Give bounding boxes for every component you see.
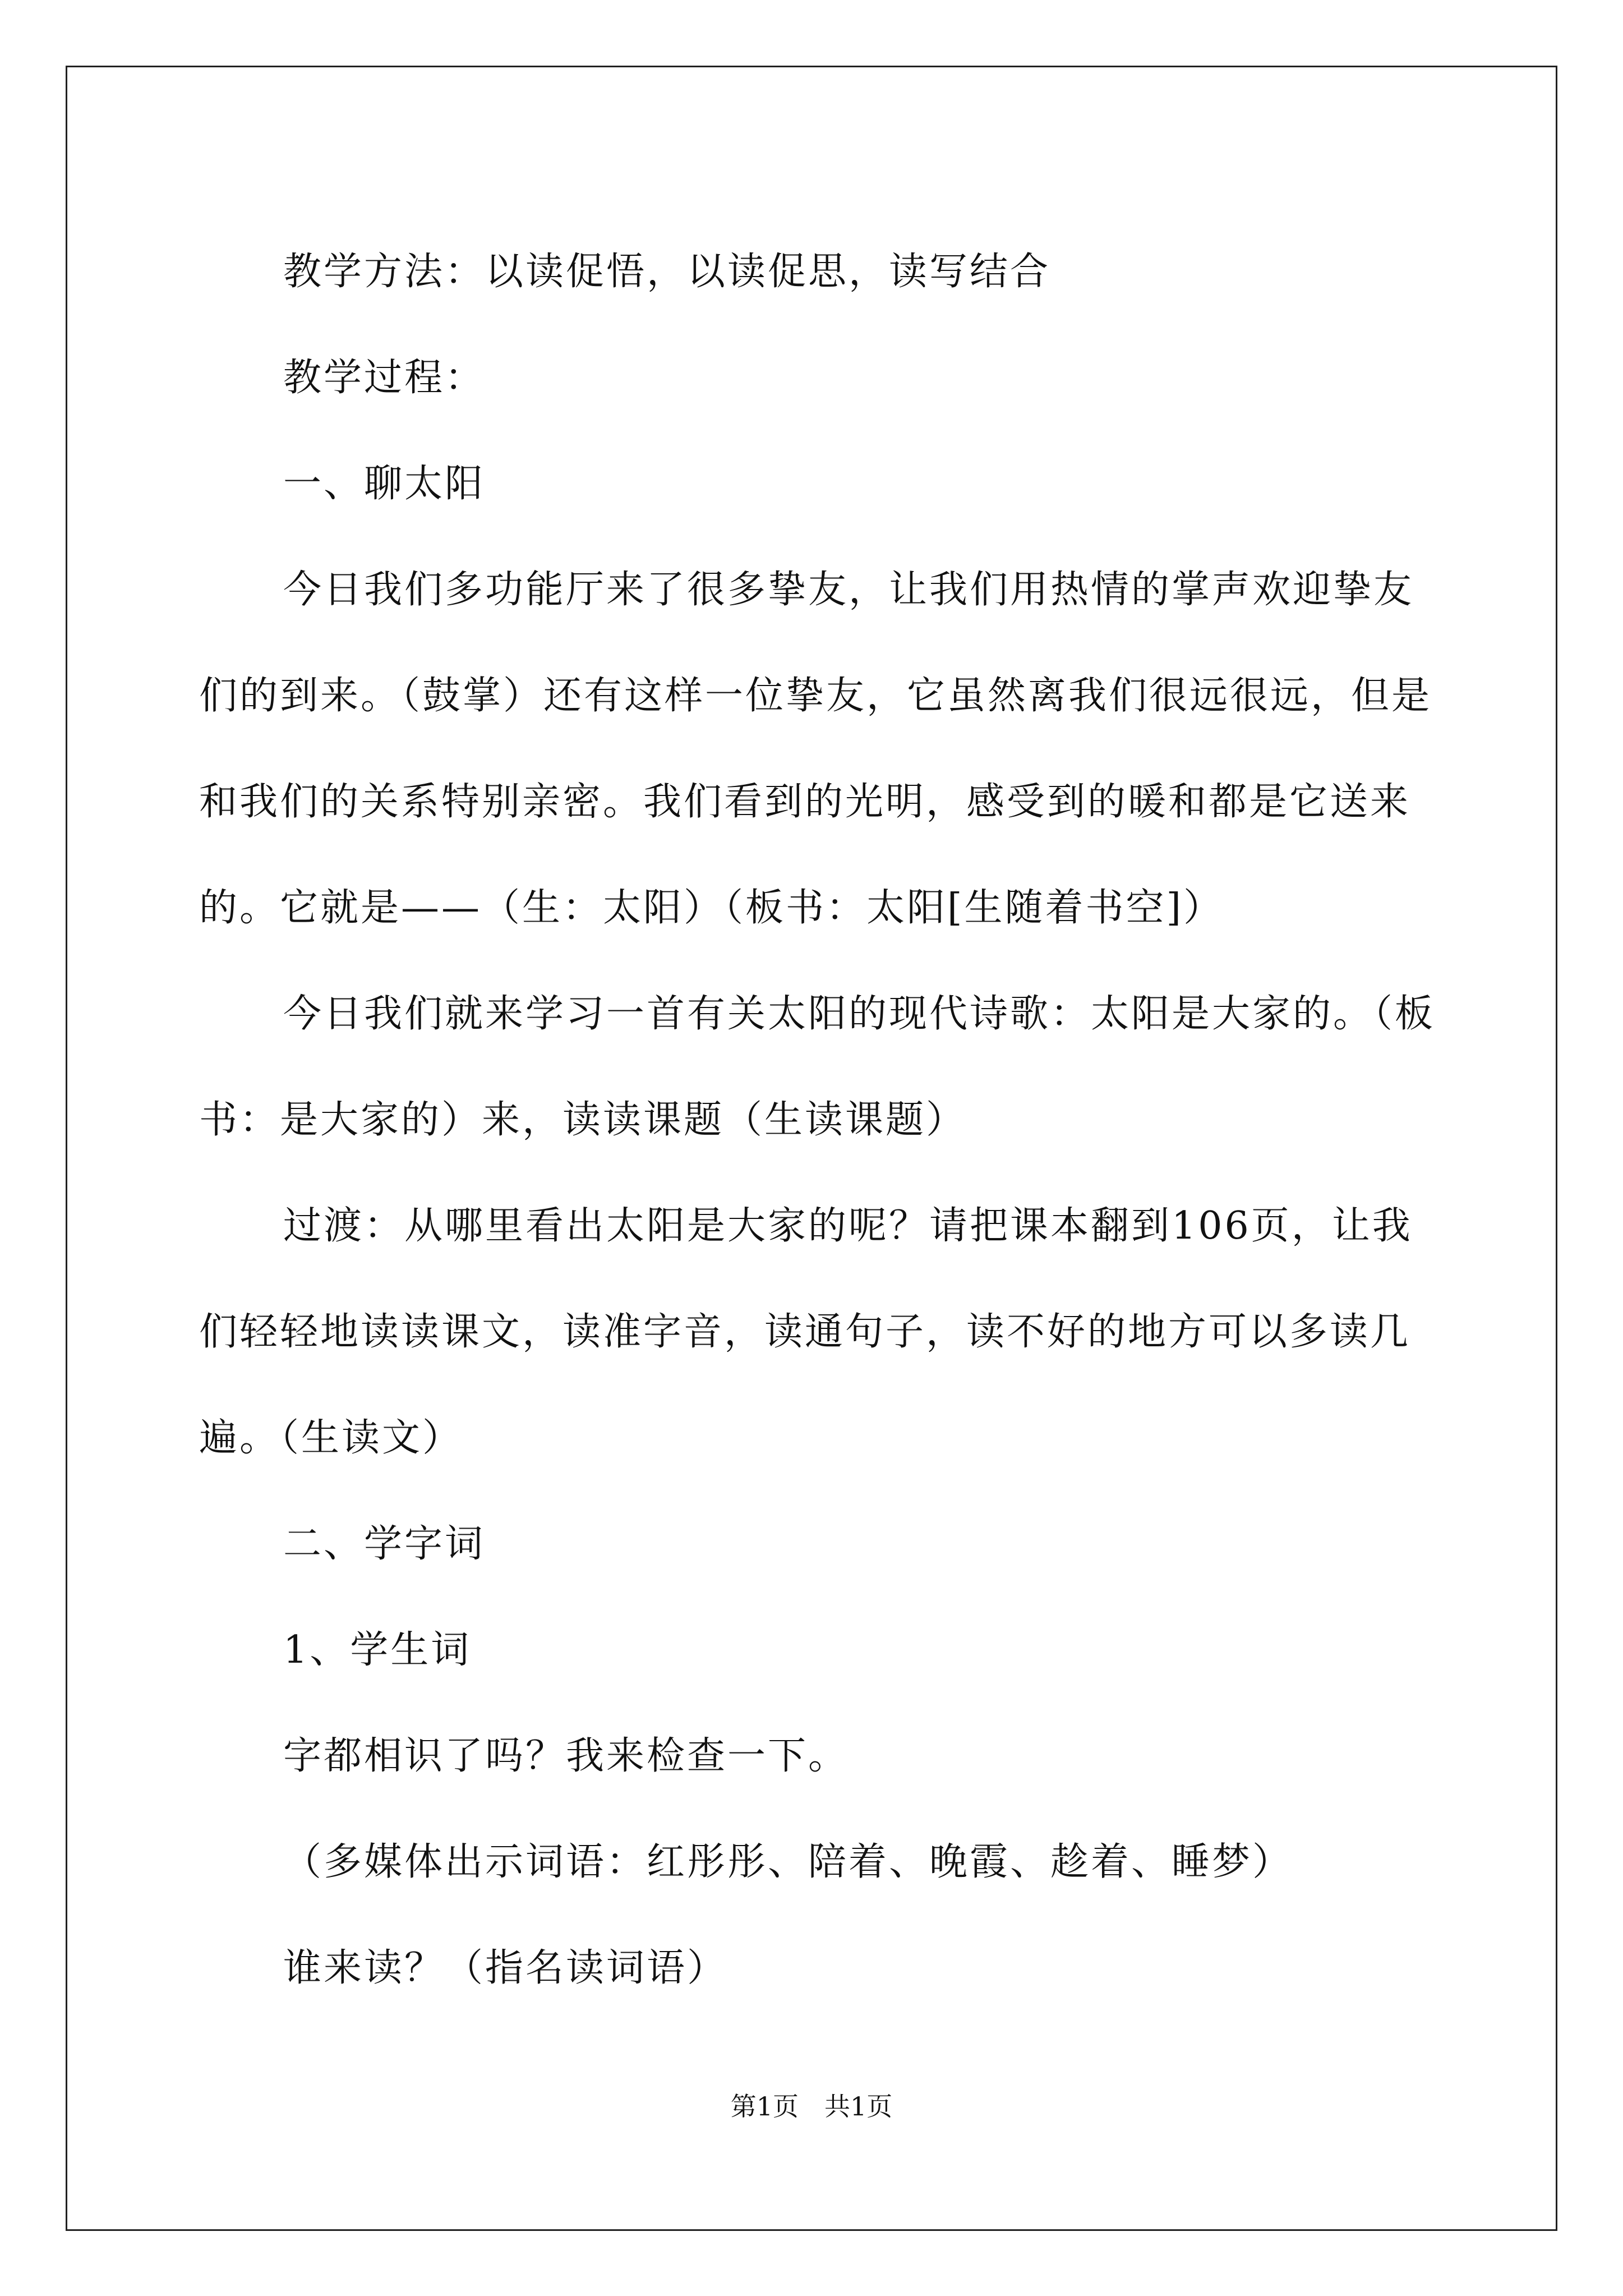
- paragraph-poem-title: 今日我们就来学习一首有关太阳的现代诗歌：太阳是大家的。（板书：是大家的）来，读读课题（生读课题）: [199, 992, 1436, 1142]
- subheading-new-words: 1、学生词: [283, 1628, 472, 1672]
- paragraph-check-words: 字都相识了吗？我来检查一下。: [283, 1734, 849, 1778]
- paragraph-teaching-method: 教学方法：以读促悟，以读促思，读写结合: [283, 250, 1051, 294]
- paragraph-who-reads: 谁来读？（指名读词语）: [283, 1946, 728, 1990]
- section-heading-words: 二、学字词: [283, 1522, 486, 1566]
- paragraph-intro-friends: 今日我们多功能厅来了很多挚友，让我们用热情的掌声欢迎挚友们的到来。（鼓掌）还有这样一位挚友，它虽然离我们很远很远，但是和我们的关系特别亲密。我们看到的光明，感受到的暖和都是它送来的。它就是——（生：太阳）（板书：太阳[生随着书空]）: [199, 568, 1432, 930]
- paragraph-teaching-process: 教学过程：: [283, 356, 486, 400]
- page-footer: 第1页 共1页: [730, 2091, 893, 2122]
- paragraph-multimedia-words: （多媒体出示词语：红彤彤、陪着、晚霞、趁着、睡梦）: [283, 1840, 1293, 1884]
- paragraph-transition: 过渡：从哪里看出太阳是大家的呢？请把课本翻到106页，让我们轻轻地读读课文，读准字音，读通句子，读不好的地方可以多读几遍。（生读文）: [199, 1204, 1413, 1460]
- section-heading-sun: 一、聊太阳: [283, 462, 486, 506]
- document-body: [199, 219, 1438, 2021]
